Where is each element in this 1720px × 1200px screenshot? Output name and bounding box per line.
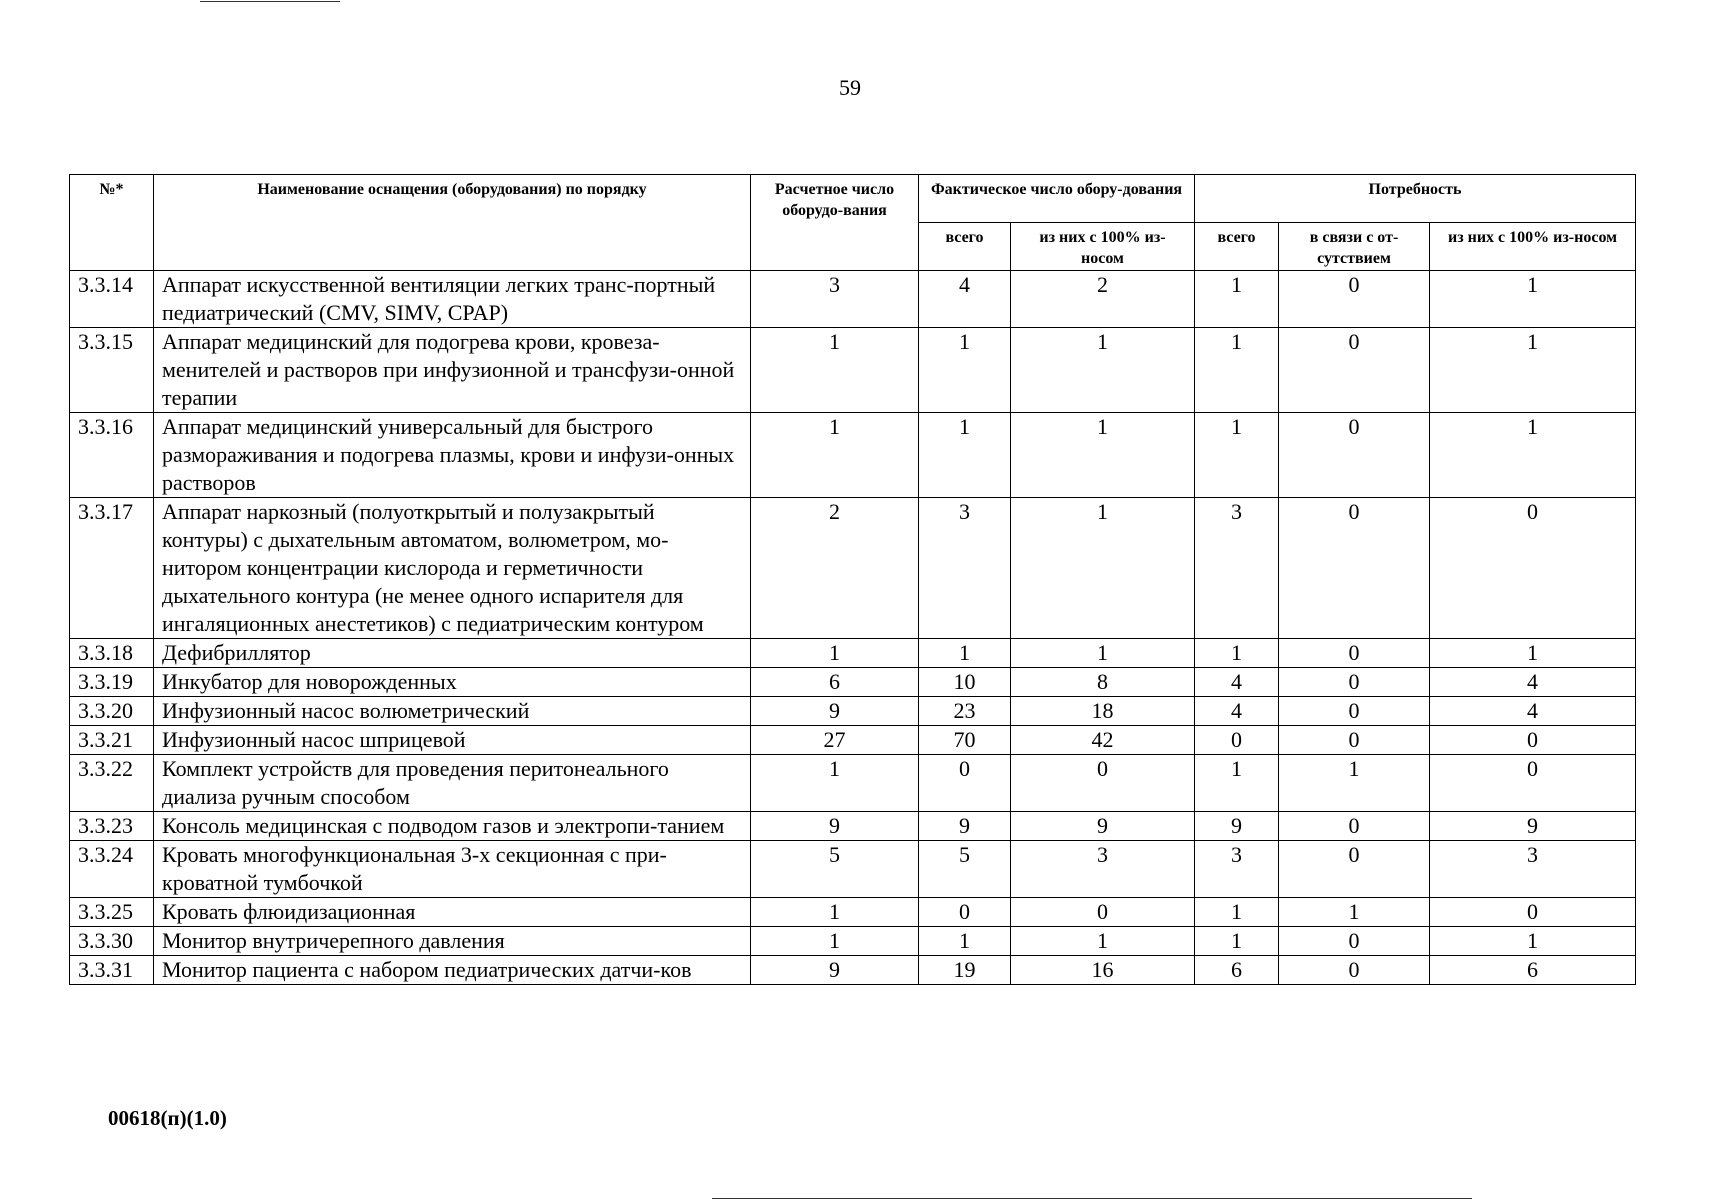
table-row [70, 328, 1636, 413]
cell-num: 3.3.15 [70, 328, 154, 413]
table-row [70, 812, 1636, 841]
cell-need-worn: 1 [1430, 271, 1636, 328]
cell-name: Инфузионный насос волюметрический [154, 697, 751, 726]
cell-need-total: 4 [1195, 668, 1279, 697]
cell-actual-worn: 1 [1011, 927, 1195, 956]
header-actual-total: всего [919, 223, 1011, 271]
cell-name: Аппарат наркозный (полуоткрытый и полузакрытый контуры) с дыхательным автоматом, волюметром, мо-нитором концентрации кислорода и герметичности дыхательного контура (не менее одного испарителя для ингаляционных анестетиков) с педиатрическим контуром [154, 498, 751, 639]
cell-need-total: 4 [1195, 697, 1279, 726]
cell-name: Инфузионный насос шприцевой [154, 726, 751, 755]
cell-actual-worn: 18 [1011, 697, 1195, 726]
cell-need-total: 3 [1195, 498, 1279, 639]
cell-actual-worn: 1 [1011, 328, 1195, 413]
cell-need-worn: 9 [1430, 812, 1636, 841]
cell-need-total: 1 [1195, 413, 1279, 498]
cell-need-total: 1 [1195, 639, 1279, 668]
cell-num: 3.3.22 [70, 755, 154, 812]
cell-actual-total: 5 [919, 841, 1011, 898]
cell-actual-worn: 1 [1011, 639, 1195, 668]
cell-estimated: 9 [751, 697, 919, 726]
cell-actual-total: 0 [919, 755, 1011, 812]
cell-num: 3.3.18 [70, 639, 154, 668]
cell-estimated: 2 [751, 498, 919, 639]
cell-num: 3.3.25 [70, 898, 154, 927]
cell-need-worn: 0 [1430, 755, 1636, 812]
cell-need-total: 1 [1195, 755, 1279, 812]
table-row [70, 755, 1636, 812]
cell-need-absence: 0 [1279, 498, 1430, 639]
cell-need-worn: 3 [1430, 841, 1636, 898]
cell-estimated: 1 [751, 898, 919, 927]
cell-need-total: 6 [1195, 956, 1279, 985]
cell-actual-worn: 16 [1011, 956, 1195, 985]
cell-need-worn: 0 [1430, 498, 1636, 639]
cell-actual-worn: 0 [1011, 755, 1195, 812]
cell-estimated: 1 [751, 927, 919, 956]
cell-estimated: 9 [751, 812, 919, 841]
header-actual-group: Фактическое число обору-дования [919, 175, 1195, 223]
cell-need-total: 1 [1195, 898, 1279, 927]
cell-name: Инкубатор для новорожденных [154, 668, 751, 697]
cell-actual-worn: 2 [1011, 271, 1195, 328]
cell-actual-worn: 8 [1011, 668, 1195, 697]
scan-edge-line-bottom [712, 1198, 1472, 1199]
cell-num: 3.3.17 [70, 498, 154, 639]
cell-num: 3.3.31 [70, 956, 154, 985]
cell-need-absence: 0 [1279, 271, 1430, 328]
cell-name: Кровать флюидизационная [154, 898, 751, 927]
cell-need-absence: 0 [1279, 726, 1430, 755]
cell-actual-total: 23 [919, 697, 1011, 726]
cell-need-absence: 0 [1279, 328, 1430, 413]
cell-actual-total: 3 [919, 498, 1011, 639]
table-row [70, 898, 1636, 927]
cell-num: 3.3.19 [70, 668, 154, 697]
cell-need-absence: 0 [1279, 413, 1430, 498]
cell-actual-worn: 9 [1011, 812, 1195, 841]
header-estimated: Расчетное число оборудо-вания [751, 175, 919, 271]
cell-actual-worn: 1 [1011, 498, 1195, 639]
cell-need-worn: 0 [1430, 898, 1636, 927]
cell-need-absence: 0 [1279, 668, 1430, 697]
scan-edge-line-top [200, 1, 340, 2]
cell-name: Дефибриллятор [154, 639, 751, 668]
cell-estimated: 9 [751, 956, 919, 985]
cell-num: 3.3.30 [70, 927, 154, 956]
cell-need-absence: 1 [1279, 898, 1430, 927]
table-row [70, 956, 1636, 985]
cell-need-absence: 0 [1279, 927, 1430, 956]
cell-need-worn: 6 [1430, 956, 1636, 985]
cell-need-total: 9 [1195, 812, 1279, 841]
cell-actual-worn: 1 [1011, 413, 1195, 498]
cell-name: Монитор внутричерепного давления [154, 927, 751, 956]
cell-need-worn: 1 [1430, 927, 1636, 956]
cell-estimated: 1 [751, 755, 919, 812]
cell-need-absence: 1 [1279, 755, 1430, 812]
table-row [70, 668, 1636, 697]
cell-need-absence: 0 [1279, 639, 1430, 668]
cell-need-worn: 1 [1430, 413, 1636, 498]
table-row [70, 271, 1636, 328]
table-row [70, 498, 1636, 639]
cell-num: 3.3.20 [70, 697, 154, 726]
table-body [70, 271, 1636, 985]
cell-need-absence: 0 [1279, 697, 1430, 726]
header-name: Наименование оснащения (оборудования) по порядку [154, 175, 751, 271]
cell-name: Аппарат медицинский для подогрева крови, кровеза-менителей и растворов при инфузионной и трансфузи-онной терапии [154, 328, 751, 413]
cell-name: Аппарат искусственной вентиляции легких транс-портный педиатрический (CMV, SIMV, CPAP) [154, 271, 751, 328]
document-code: 00618(п)(1.0) [108, 1106, 227, 1130]
table-row [70, 697, 1636, 726]
cell-actual-total: 10 [919, 668, 1011, 697]
cell-need-absence: 0 [1279, 841, 1430, 898]
equipment-table [69, 174, 1636, 985]
cell-actual-total: 1 [919, 639, 1011, 668]
cell-num: 3.3.23 [70, 812, 154, 841]
cell-estimated: 1 [751, 328, 919, 413]
cell-actual-total: 1 [919, 413, 1011, 498]
cell-estimated: 1 [751, 413, 919, 498]
cell-name: Монитор пациента с набором педиатрических датчи-ков [154, 956, 751, 985]
cell-need-total: 1 [1195, 271, 1279, 328]
cell-estimated: 3 [751, 271, 919, 328]
cell-num: 3.3.14 [70, 271, 154, 328]
header-need-absence: в связи с от-сутствием [1279, 223, 1430, 271]
cell-estimated: 27 [751, 726, 919, 755]
header-actual-worn: из них с 100% из-носом [1011, 223, 1195, 271]
cell-actual-total: 1 [919, 328, 1011, 413]
cell-actual-total: 19 [919, 956, 1011, 985]
table-row [70, 639, 1636, 668]
cell-actual-total: 4 [919, 271, 1011, 328]
cell-need-worn: 4 [1430, 668, 1636, 697]
cell-need-absence: 0 [1279, 812, 1430, 841]
cell-num: 3.3.16 [70, 413, 154, 498]
cell-name: Аппарат медицинский универсальный для быстрого размораживания и подогрева плазмы, крови и инфузи-онных растворов [154, 413, 751, 498]
cell-estimated: 6 [751, 668, 919, 697]
cell-num: 3.3.24 [70, 841, 154, 898]
header-num: №* [70, 175, 154, 271]
cell-name: Комплект устройств для проведения перитонеального диализа ручным способом [154, 755, 751, 812]
page-number: 59 [839, 75, 861, 100]
cell-actual-total: 1 [919, 927, 1011, 956]
cell-need-worn: 1 [1430, 639, 1636, 668]
cell-actual-total: 70 [919, 726, 1011, 755]
table-row [70, 841, 1636, 898]
cell-need-absence: 0 [1279, 956, 1430, 985]
cell-need-total: 1 [1195, 927, 1279, 956]
cell-need-total: 1 [1195, 328, 1279, 413]
cell-actual-total: 9 [919, 812, 1011, 841]
cell-estimated: 1 [751, 639, 919, 668]
cell-estimated: 5 [751, 841, 919, 898]
cell-actual-worn: 3 [1011, 841, 1195, 898]
header-need-total: всего [1195, 223, 1279, 271]
cell-need-total: 0 [1195, 726, 1279, 755]
cell-actual-worn: 42 [1011, 726, 1195, 755]
cell-name: Кровать многофункциональная 3-х секционная с при-кроватной тумбочкой [154, 841, 751, 898]
cell-actual-worn: 0 [1011, 898, 1195, 927]
cell-need-worn: 1 [1430, 328, 1636, 413]
cell-actual-total: 0 [919, 898, 1011, 927]
table-row [70, 726, 1636, 755]
table-row [70, 413, 1636, 498]
cell-need-worn: 0 [1430, 726, 1636, 755]
cell-num: 3.3.21 [70, 726, 154, 755]
cell-need-total: 3 [1195, 841, 1279, 898]
header-need-group: Потребность [1195, 175, 1636, 223]
cell-name: Консоль медицинская с подводом газов и электропи-танием [154, 812, 751, 841]
cell-need-worn: 4 [1430, 697, 1636, 726]
table-row [70, 927, 1636, 956]
header-need-worn: из них с 100% из-носом [1430, 223, 1636, 271]
